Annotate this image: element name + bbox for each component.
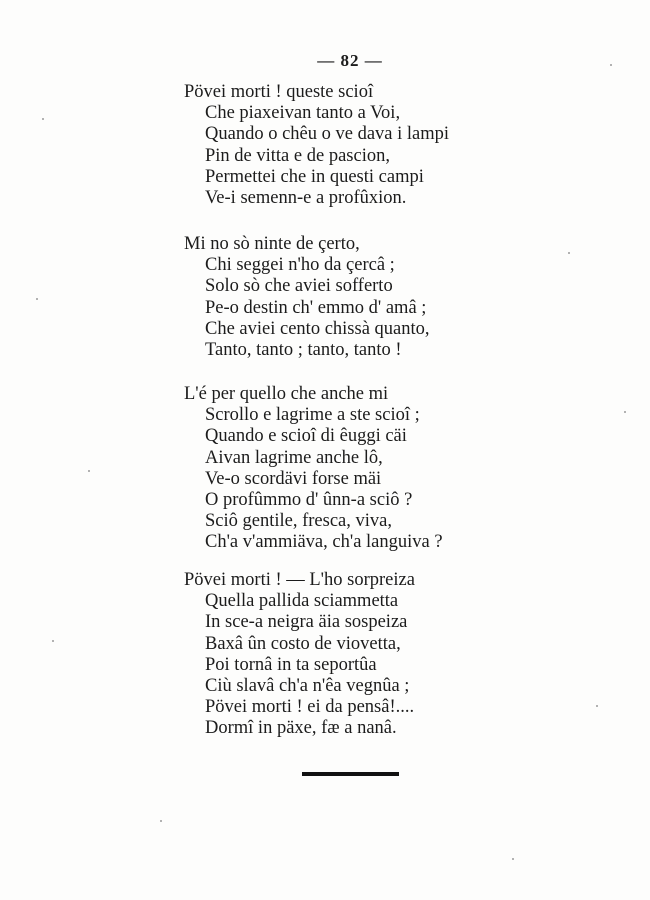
stanza — [184, 234, 604, 361]
scan-speck — [568, 252, 570, 254]
verse-line: Ve-o scordävi forse mäi — [205, 468, 382, 489]
verse-line: Quando o chêu o ve dava i lampi — [205, 124, 450, 145]
stanza — [184, 384, 604, 554]
verse-line: Poi tornâ in ta seportûa — [205, 654, 377, 675]
verse-line: Che piaxeivan tanto a Voi, — [205, 103, 401, 124]
verse-line: In sce-a neigra äia sospeiza — [205, 612, 408, 633]
scan-speck — [512, 858, 514, 860]
verse-line: Quella pallida sciammetta — [205, 591, 399, 612]
verse-line: Dormî in päxe, fæ a nanâ. — [205, 718, 397, 739]
scan-speck — [596, 705, 598, 707]
stanza — [184, 570, 604, 740]
verse-line: Che aviei cento chissà quanto, — [205, 318, 430, 339]
scan-speck — [88, 470, 90, 472]
verse-line: Baxâ ûn costo de viovetta, — [205, 633, 401, 654]
verse-line: L'é per quello che anche mi — [184, 384, 389, 404]
verse-line: Quando e scioî di êuggi cäi — [205, 426, 407, 447]
scan-speck — [36, 298, 38, 300]
verse-line: Aivan lagrime anche lô, — [205, 447, 383, 468]
verse-line: Scrollo e lagrime a ste scioî ; — [205, 405, 420, 426]
scan-speck — [610, 64, 612, 66]
verse-line: Chi seggei n'ho da çercâ ; — [205, 255, 395, 276]
verse-line: O profûmmo d' ûnn-a sciô ? — [205, 489, 413, 510]
stanza — [184, 82, 604, 209]
scan-speck — [42, 118, 44, 120]
scan-speck — [160, 820, 162, 822]
page-number: — 82 — — [317, 51, 383, 70]
verse-line: Ve-i semenn-e a profûxion. — [205, 187, 407, 208]
verse-line: Permettei che in questi campi — [205, 166, 424, 187]
end-rule — [302, 772, 399, 776]
scan-speck — [624, 411, 626, 413]
verse-line: Pövei morti ! — L'ho sorpreiza — [184, 570, 415, 590]
verse-line: Ch'a v'ammiäva, ch'a languiva ? — [205, 532, 443, 553]
verse-line: Sciô gentile, fresca, viva, — [205, 511, 392, 532]
verse-line: Pövei morti ! queste scioî — [184, 82, 374, 102]
verse-line: Pe-o destin ch' emmo d' amâ ; — [205, 297, 427, 318]
verse-line: Ciù slavâ ch'a n'êa vegnûa ; — [205, 675, 410, 696]
scan-speck — [52, 640, 54, 642]
verse-line: Pövei morti ! ei da pensâ!.... — [205, 697, 415, 718]
verse-line: Solo sò che aviei sofferto — [205, 276, 393, 297]
verse-line: Tanto, tanto ; tanto, tanto ! — [205, 339, 402, 360]
verse-line: Pin de vitta e de pascion, — [205, 145, 390, 166]
verse-line: Mi no sò ninte de çerto, — [184, 234, 360, 254]
